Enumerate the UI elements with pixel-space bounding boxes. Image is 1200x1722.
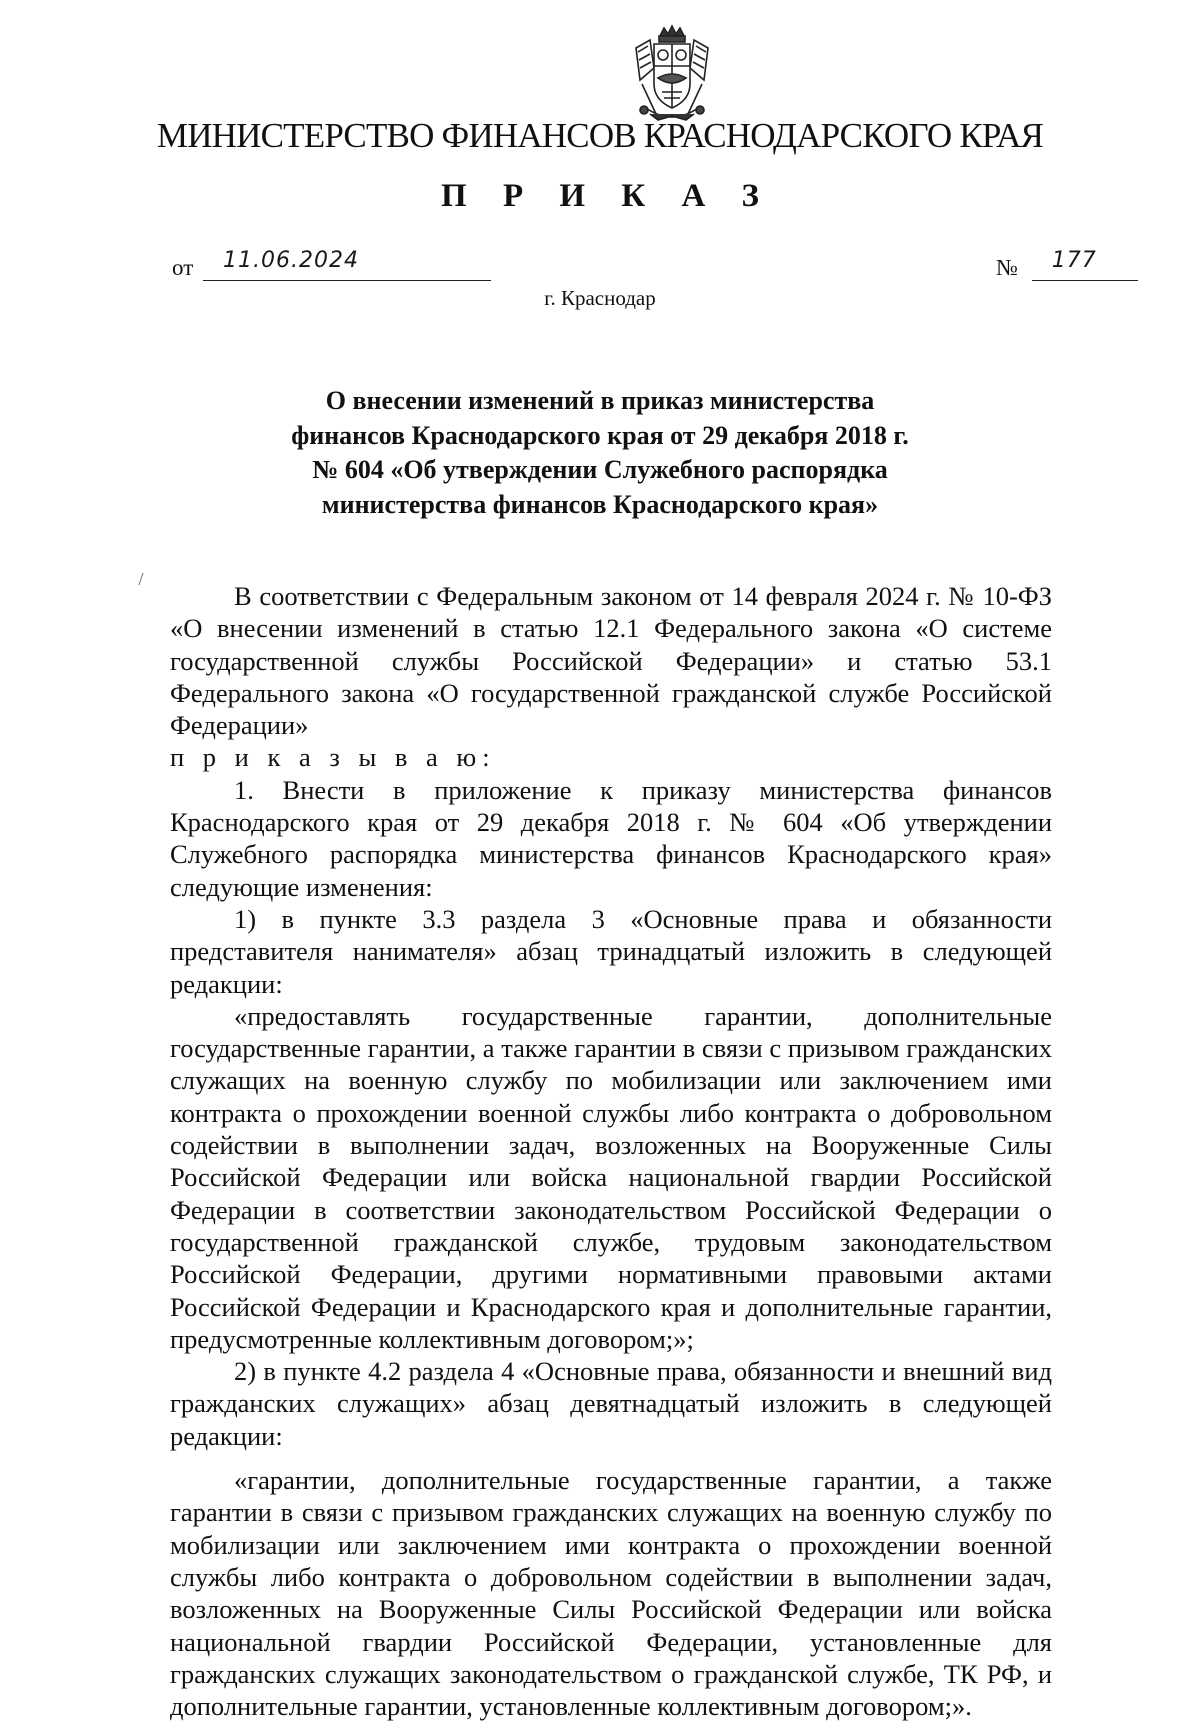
number-field — [1032, 248, 1138, 281]
item-1-2-paragraph: 2) в пункте 4.2 раздела 4 «Основные права, обязанности и внешний вид гражданских служащих» абзац девятнадцатый изложить в следующей редакции: — [170, 1356, 1052, 1451]
ministry-name: МИНИСТЕРСТВО ФИНАНСОВ КРАСНОДАРСКОГО КРАЯ — [156, 116, 1044, 155]
document-type: П Р И К А З — [441, 178, 773, 214]
item-1-paragraph: 1. Внести в приложение к приказу министерства финансов Краснодарского края от 29 декабря 2018 г. № 604 «Об утверждении Служебного распорядка министерства финансов Краснодарского края» следующие изменения: — [170, 774, 1052, 902]
title-line-3: № 604 «Об утверждении Служебного распорядка — [312, 455, 888, 484]
handwritten-number: 177 — [1051, 248, 1097, 273]
title-line-4: министерства финансов Краснодарского края» — [321, 489, 879, 519]
order-word: п р и к а з ы в а ю: — [170, 742, 496, 773]
date-field — [203, 248, 491, 281]
quote-1-paragraph: «предоставлять государственные гарантии, дополнительные государственные гарантии, а также гарантии в связи с призывом гражданских служащих на военную службу по мобилизации или заключением ими контракта о прохождении военной службы либо контракта о добровольном содействии в выполнении задач, возложенных на Вооруженные Силы Российской Федерации или войска национальной гвардии Российской Федерации в соответствии законодательством Российской Федерации о государственной гражданской службе, трудовым законодательством Российской Федерации, другими нормативными правовыми актами Российской Федерации и Краснодарского края и дополнительные гарантии, предусмотренные коллективным договором;»; — [170, 1000, 1052, 1354]
city-line: г. Краснодар — [544, 286, 656, 310]
date-label: от — [172, 255, 194, 280]
document-body — [170, 580, 1052, 1722]
title-line-2: финансов Краснодарского края от 29 декабря 2018 г. — [291, 420, 909, 450]
number-label: № — [996, 255, 1018, 280]
item-1-1-paragraph: 1) в пункте 3.3 раздела 3 «Основные права и обязанности представителя нанимателя» абзац тринадцатый изложить в следующей редакции: — [170, 903, 1052, 999]
handwritten-date: 11.06.2024 — [223, 248, 359, 273]
krasnodar-coat-of-arms-icon — [628, 22, 716, 126]
document-title — [200, 384, 1000, 522]
quote-2-paragraph: «гарантии, дополнительные государственные гарантии, а также гарантии в связи с призывом гражданских служащих на военную службу по мобилизации или заключением ими контракта о прохождении военной службы либо контракта о добровольном содействии в выполнении задач, возложенных на Вооруженные Силы Российской Федерации или войска национальной гвардии Российской Федерации, установленные для гражданских служащих законодательством о гражданской службе, ТК РФ, и дополнительные гарантии, установленные коллективным договором;». — [170, 1465, 1052, 1722]
date-row — [172, 248, 491, 281]
preamble-paragraph — [170, 580, 1052, 774]
preamble-text: В соответствии с Федеральным законом от 14 февраля 2024 г. № 10-ФЗ «О внесении изменений в статью 12.1 Федерального закона «О системе государственной службы Российской Федерации» и статью 53.1 Федерального закона «О государственной гражданской службе Российской Федерации» — [170, 581, 1052, 741]
title-line-1: О внесении изменений в приказ министерства — [325, 386, 875, 415]
number-row — [996, 248, 1138, 281]
scan-mark-icon — [138, 572, 144, 586]
